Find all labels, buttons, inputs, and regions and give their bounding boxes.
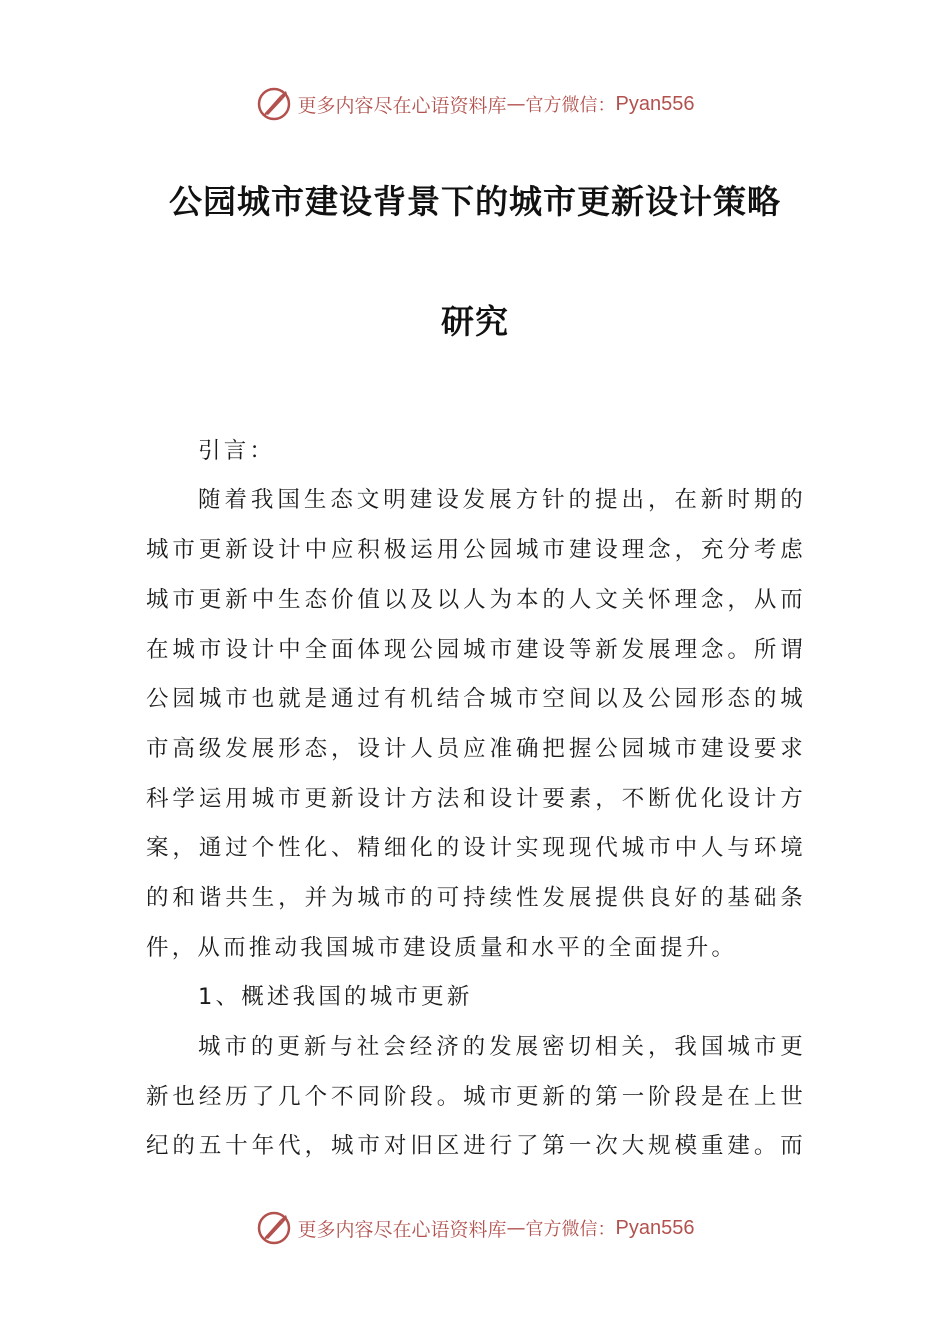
body-line: 市高级发展形态，设计人员应准确把握公园城市建设要求	[146, 736, 806, 762]
body-line: 城市更新中生态价值以及以人为本的人文关怀理念，从而	[146, 587, 806, 613]
body-line: 案，通过个性化、精细化的设计实现现代城市中人与环境	[146, 835, 806, 861]
body-line: 城市更新设计中应积极运用公园城市建设理念，充分考虑	[146, 537, 806, 563]
watermark-separator: —	[506, 93, 526, 115]
intro-heading: 引言：	[198, 438, 276, 464]
body-line: 公园城市也就是通过有机结合城市空间以及公园形态的城	[146, 686, 806, 712]
watermark-banner-bottom	[0, 1208, 950, 1248]
watermark-text: 更多内容尽在心语资料库	[297, 1218, 507, 1241]
body-line: 城市的更新与社会经济的发展密切相关，我国城市更	[198, 1034, 806, 1060]
body-line: 纪的五十年代，城市对旧区进行了第一次大规模重建。而	[146, 1133, 806, 1159]
watermark-text: 更多内容尽在心语资料库	[297, 94, 507, 117]
body-line: 的和谐共生，并为城市的可持续性发展提供良好的基础条	[146, 885, 806, 911]
watermark-wechat-label: 官方微信：	[525, 1219, 616, 1240]
body-line: 在城市设计中全面体现公园城市建设等新发展理念。所谓	[146, 637, 806, 663]
watermark-wechat-id: Pyan556	[615, 92, 695, 115]
page-title-line-2: 研究	[441, 302, 509, 341]
quill-logo-icon	[256, 1210, 292, 1246]
watermark-wechat-id: Pyan556	[615, 1216, 695, 1239]
quill-logo-icon	[256, 86, 292, 122]
body-line: 新也经历了几个不同阶段。城市更新的第一阶段是在上世	[146, 1084, 806, 1110]
body-line: 科学运用城市更新设计方法和设计要素，不断优化设计方	[146, 786, 806, 812]
body-line: 随着我国生态文明建设发展方针的提出，在新时期的	[198, 487, 806, 513]
watermark-banner-top	[0, 84, 950, 124]
section-heading: 1、概述我国的城市更新	[198, 984, 473, 1010]
body-line: 件，从而推动我国城市建设质量和水平的全面提升。	[146, 935, 738, 961]
watermark-separator: —	[506, 1217, 526, 1239]
page-title-line-1: 公园城市建设背景下的城市更新设计策略	[169, 182, 781, 221]
watermark-wechat-label: 官方微信：	[525, 95, 616, 116]
